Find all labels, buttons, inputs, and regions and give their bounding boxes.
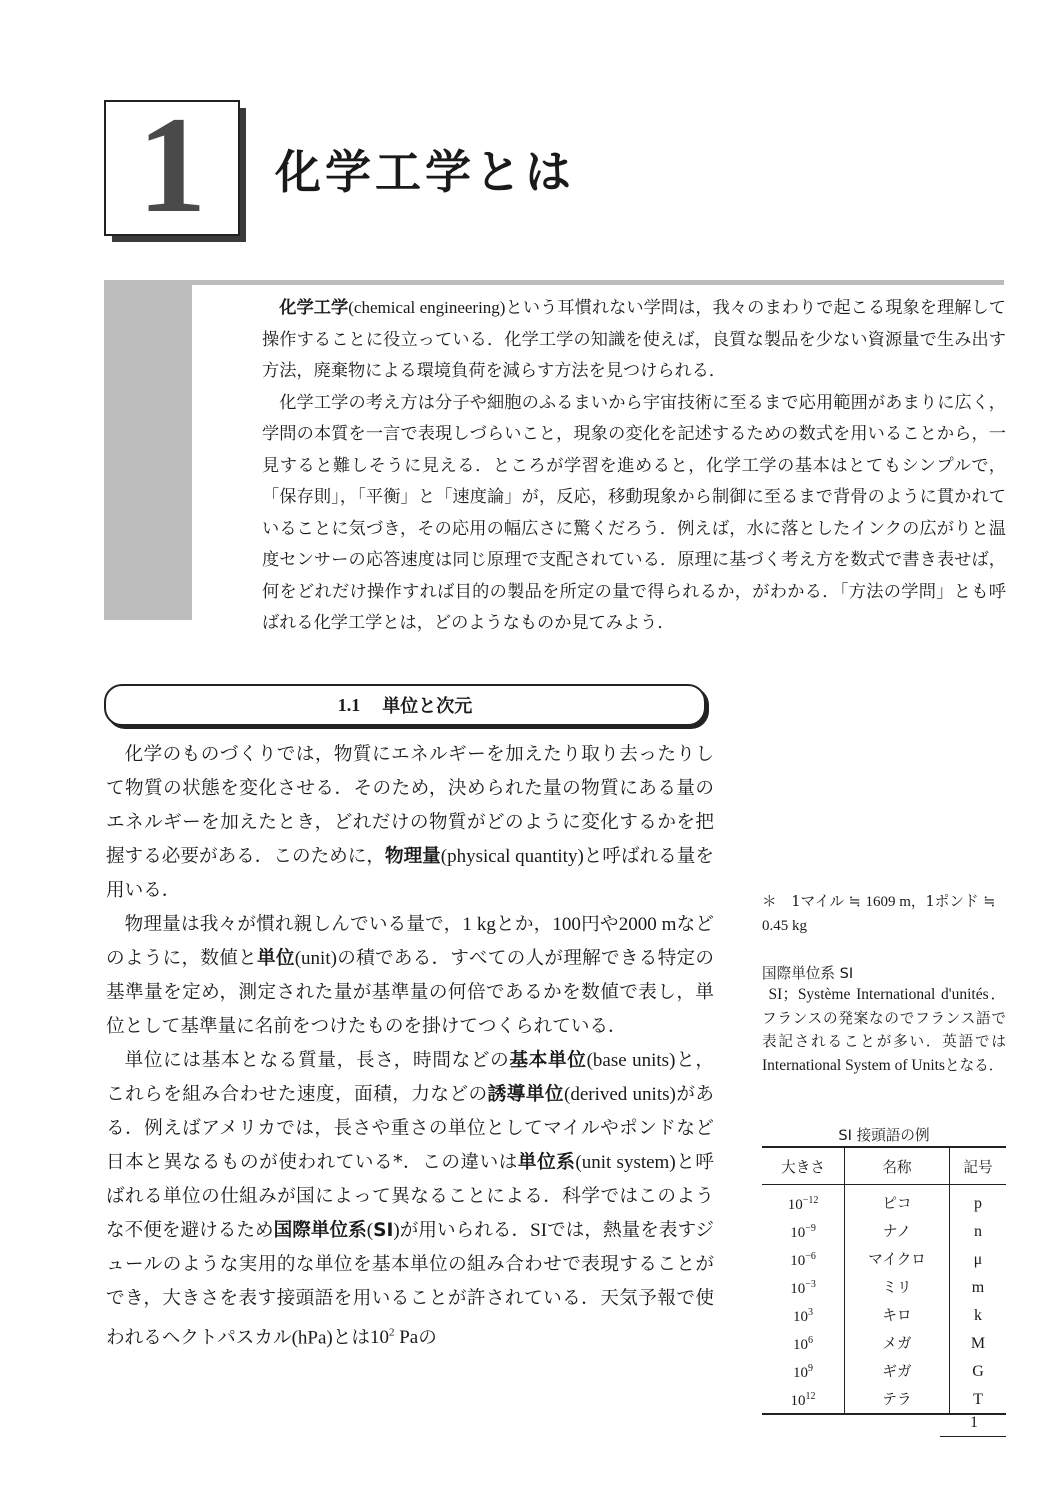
body-text: 物理量は我々が慣れ親しんでいる量で， [124, 914, 463, 935]
name-cell: メガ [845, 1329, 950, 1357]
intro-term: 化学工学 [279, 298, 349, 318]
page-number: 1 [970, 1414, 978, 1431]
unit-pa: Pa [399, 1327, 419, 1349]
term-si-abbr: SI [373, 1220, 394, 1241]
table-row [762, 1329, 1006, 1357]
term-en: (base units) [586, 1050, 676, 1071]
value-kg: 1 kg [462, 914, 496, 935]
term-base-units: 基本単位 [509, 1050, 587, 1071]
table-row [762, 1185, 1006, 1218]
symbol-cell: T [949, 1385, 1006, 1414]
name-cell: マイクロ [845, 1245, 950, 1273]
symbol-cell: p [949, 1185, 1006, 1218]
header-size: 大きさ [762, 1147, 845, 1185]
section-title: 単位と次元 [382, 696, 473, 717]
intro-paragraph-2: 化学工学の考え方は分子や細胞のふるまいから宇宙技術に至るまで応用範囲があまりに広く，学問の本質を一言で表現しづらいこと，現象の変化を記述するための数式を用いることから，一見すると難しそうに見える．ところが学習を進めると，化学工学の基本はとてもシンプルで，「保存則」，「平衡」と「速度論」が，反応，移動現象から制御に至るまで背骨のように貫かれていることに気づき，その応用の幅広さに驚くだろう．例えば，水に落としたインクの広がりと温度センサーの応答速度は同じ原理で支配されている．原理に基づく考え方を数式で書き表せば，何をどれだけ操作すれば目的の製品を所定の量で得られるか，がわかる．「方法の学問」とも呼ばれる化学工学とは，どのようなものか見てみよう． [262, 392, 1006, 633]
body-text: 化学のものづくりでは，物質にエネルギーを加えたり取り去ったりして物質の状態を変化させる．そのため，決められた量の物質にある量のエネルギーを加えたとき，どれだけの物質がどのように変化するかを把握する必要がある．このために， [106, 744, 714, 867]
main-body [106, 738, 714, 1355]
body-text: 円や [580, 914, 619, 935]
power-exponent: 2 [388, 1327, 395, 1339]
power-base: 10 [369, 1327, 389, 1349]
chapter-intro [262, 292, 1006, 640]
unit-hpa: (hPa) [291, 1327, 333, 1349]
side-note-si-title: 国際単位系 SI [762, 965, 854, 982]
header-symbol: 記号 [949, 1147, 1006, 1185]
size-cell: $10^{-3}$ [790, 1279, 816, 1297]
note-value: 0.45 kg [762, 918, 807, 934]
body-paragraph-1 [106, 738, 714, 908]
symbol-cell: m [949, 1273, 1006, 1301]
table-row [762, 1357, 1006, 1385]
size-cell: $10^{-6}$ [790, 1251, 816, 1269]
note-text: SI；Système International d'unités． [768, 986, 1007, 1003]
term-unit-system: 単位系 [517, 1152, 576, 1173]
name-cell: キロ [845, 1301, 950, 1329]
body-paragraph-3 [106, 1044, 714, 1355]
body-text: では，熱量を表すジュールのような実用的な単位を基本単位の組み合わせで表現することができ，大きさを表す接頭語を用いることが許されている．天気予報で使われるヘクトパスカル [106, 1220, 714, 1349]
body-text: と，これらを組み合わせた速度，面積，力などの [106, 1050, 714, 1105]
term-derived-units: 誘導単位 [487, 1084, 564, 1105]
name-cell: ナノ [845, 1217, 950, 1245]
size-cell: $10^{12}$ [762, 1385, 845, 1414]
note-text: フランスの発案なのでフランス語で表記されることが多い．英語では [762, 1009, 1006, 1050]
name-cell: ミリ [845, 1273, 950, 1301]
term-unit: 単位 [256, 948, 295, 969]
body-paragraph-2 [106, 908, 714, 1044]
side-note-si-body [762, 983, 1006, 1077]
prefix-table-caption: SI 接頭語の例 [838, 1127, 930, 1144]
body-text: 単位には基本となる質量，長さ，時間などの [124, 1050, 510, 1071]
note-text: ，1ポンド ≒ [910, 893, 996, 910]
section-heading [104, 684, 710, 730]
symbol-cell: k [949, 1301, 1006, 1329]
size-cell: $10^{-9}$ [790, 1223, 816, 1241]
size-cell: $10^3$ [793, 1307, 814, 1325]
intro-top-bar [104, 280, 1004, 285]
term-en: (physical quantity) [440, 846, 584, 867]
value-m: 2000 m [618, 914, 677, 935]
term-en: (unit) [294, 948, 337, 969]
chapter-box-face [104, 88, 240, 241]
size-cell: $10^{-12}$ [787, 1195, 819, 1213]
name-cell: ギガ [845, 1357, 950, 1385]
chapter-number: 1 [137, 88, 207, 241]
body-text: と呼ばれる量を用いる． [106, 846, 714, 901]
body-text: がある．例えばアメリカでは，長さや重さの単位としてマイルやポンドなど日本と異なるものが使われている*．この違いは [106, 1084, 714, 1173]
table-row [762, 1217, 1006, 1245]
paren-close: ) [393, 1220, 400, 1241]
intro-text-1: という耳慣れない学問は，我々のまわりで起こる現象を理解して操作することに役立っている．化学工学の知識を使えば，良質な製品を少ない資源量で生み出す方法，廃棄物による環境負荷を減らす方法を見つけられる． [262, 298, 1006, 381]
power-of-ten [370, 1327, 418, 1348]
body-text: の積である．すべての人が理解できる特定の基準量を定め，測定された量が基準量の何倍であるかを数値で表し，単位として基準量に名前をつけたものを掛けてつくられている． [106, 948, 714, 1037]
si-label: SI [530, 1220, 548, 1241]
intro-paragraph-1 [262, 292, 1006, 388]
intro-term-en: (chemical engineering) [348, 298, 506, 317]
term-si: 国際単位系 [273, 1220, 367, 1241]
paren-open: ( [366, 1220, 374, 1241]
body-text: と呼ばれる単位の仕組みが国によって異なることによる．科学ではこのような不便を避けるため [106, 1152, 714, 1241]
symbol-cell: μ [949, 1245, 1006, 1273]
page-number-rule [940, 1436, 1006, 1437]
section-number: 1.1 [337, 694, 361, 715]
note-text: となる． [944, 1056, 1004, 1074]
name-cell: テラ [845, 1385, 950, 1414]
note-value: 1609 m [865, 894, 911, 910]
chapter-number-box [104, 88, 240, 241]
body-text: の [418, 1327, 437, 1349]
prefix-table [762, 1146, 1006, 1415]
table-row [762, 1245, 1006, 1273]
symbol-cell: M [949, 1329, 1006, 1357]
term-physical-quantity: 物理量 [384, 846, 441, 867]
symbol-cell: n [949, 1217, 1006, 1245]
name-cell: ピコ [845, 1185, 950, 1218]
prefix-table-body [762, 1185, 1006, 1415]
body-text: とは [332, 1327, 370, 1349]
term-en: (unit system) [575, 1152, 676, 1173]
symbol-cell: G [949, 1357, 1006, 1385]
value-yen: 100 [552, 914, 581, 935]
side-note-mile [762, 890, 1006, 938]
section-heading-face [104, 684, 706, 726]
body-text: とか， [495, 914, 553, 935]
size-cell: $10^9$ [793, 1363, 814, 1381]
note-text: ＊ 1マイル ≒ [762, 893, 866, 910]
table-header-row [762, 1147, 1006, 1185]
table-row [762, 1385, 1006, 1414]
intro-side-bar [104, 280, 192, 620]
body-text: が用いられる． [399, 1220, 531, 1241]
table-row [762, 1301, 1006, 1329]
body-text: などのように，数値と [106, 914, 714, 969]
term-en: (derived units) [564, 1084, 676, 1105]
chapter-title: 化学工学とは [275, 145, 575, 199]
header-name: 名称 [845, 1147, 950, 1185]
size-cell: $10^6$ [793, 1335, 814, 1353]
note-text: International System of Units [762, 1056, 945, 1074]
table-row [762, 1273, 1006, 1301]
